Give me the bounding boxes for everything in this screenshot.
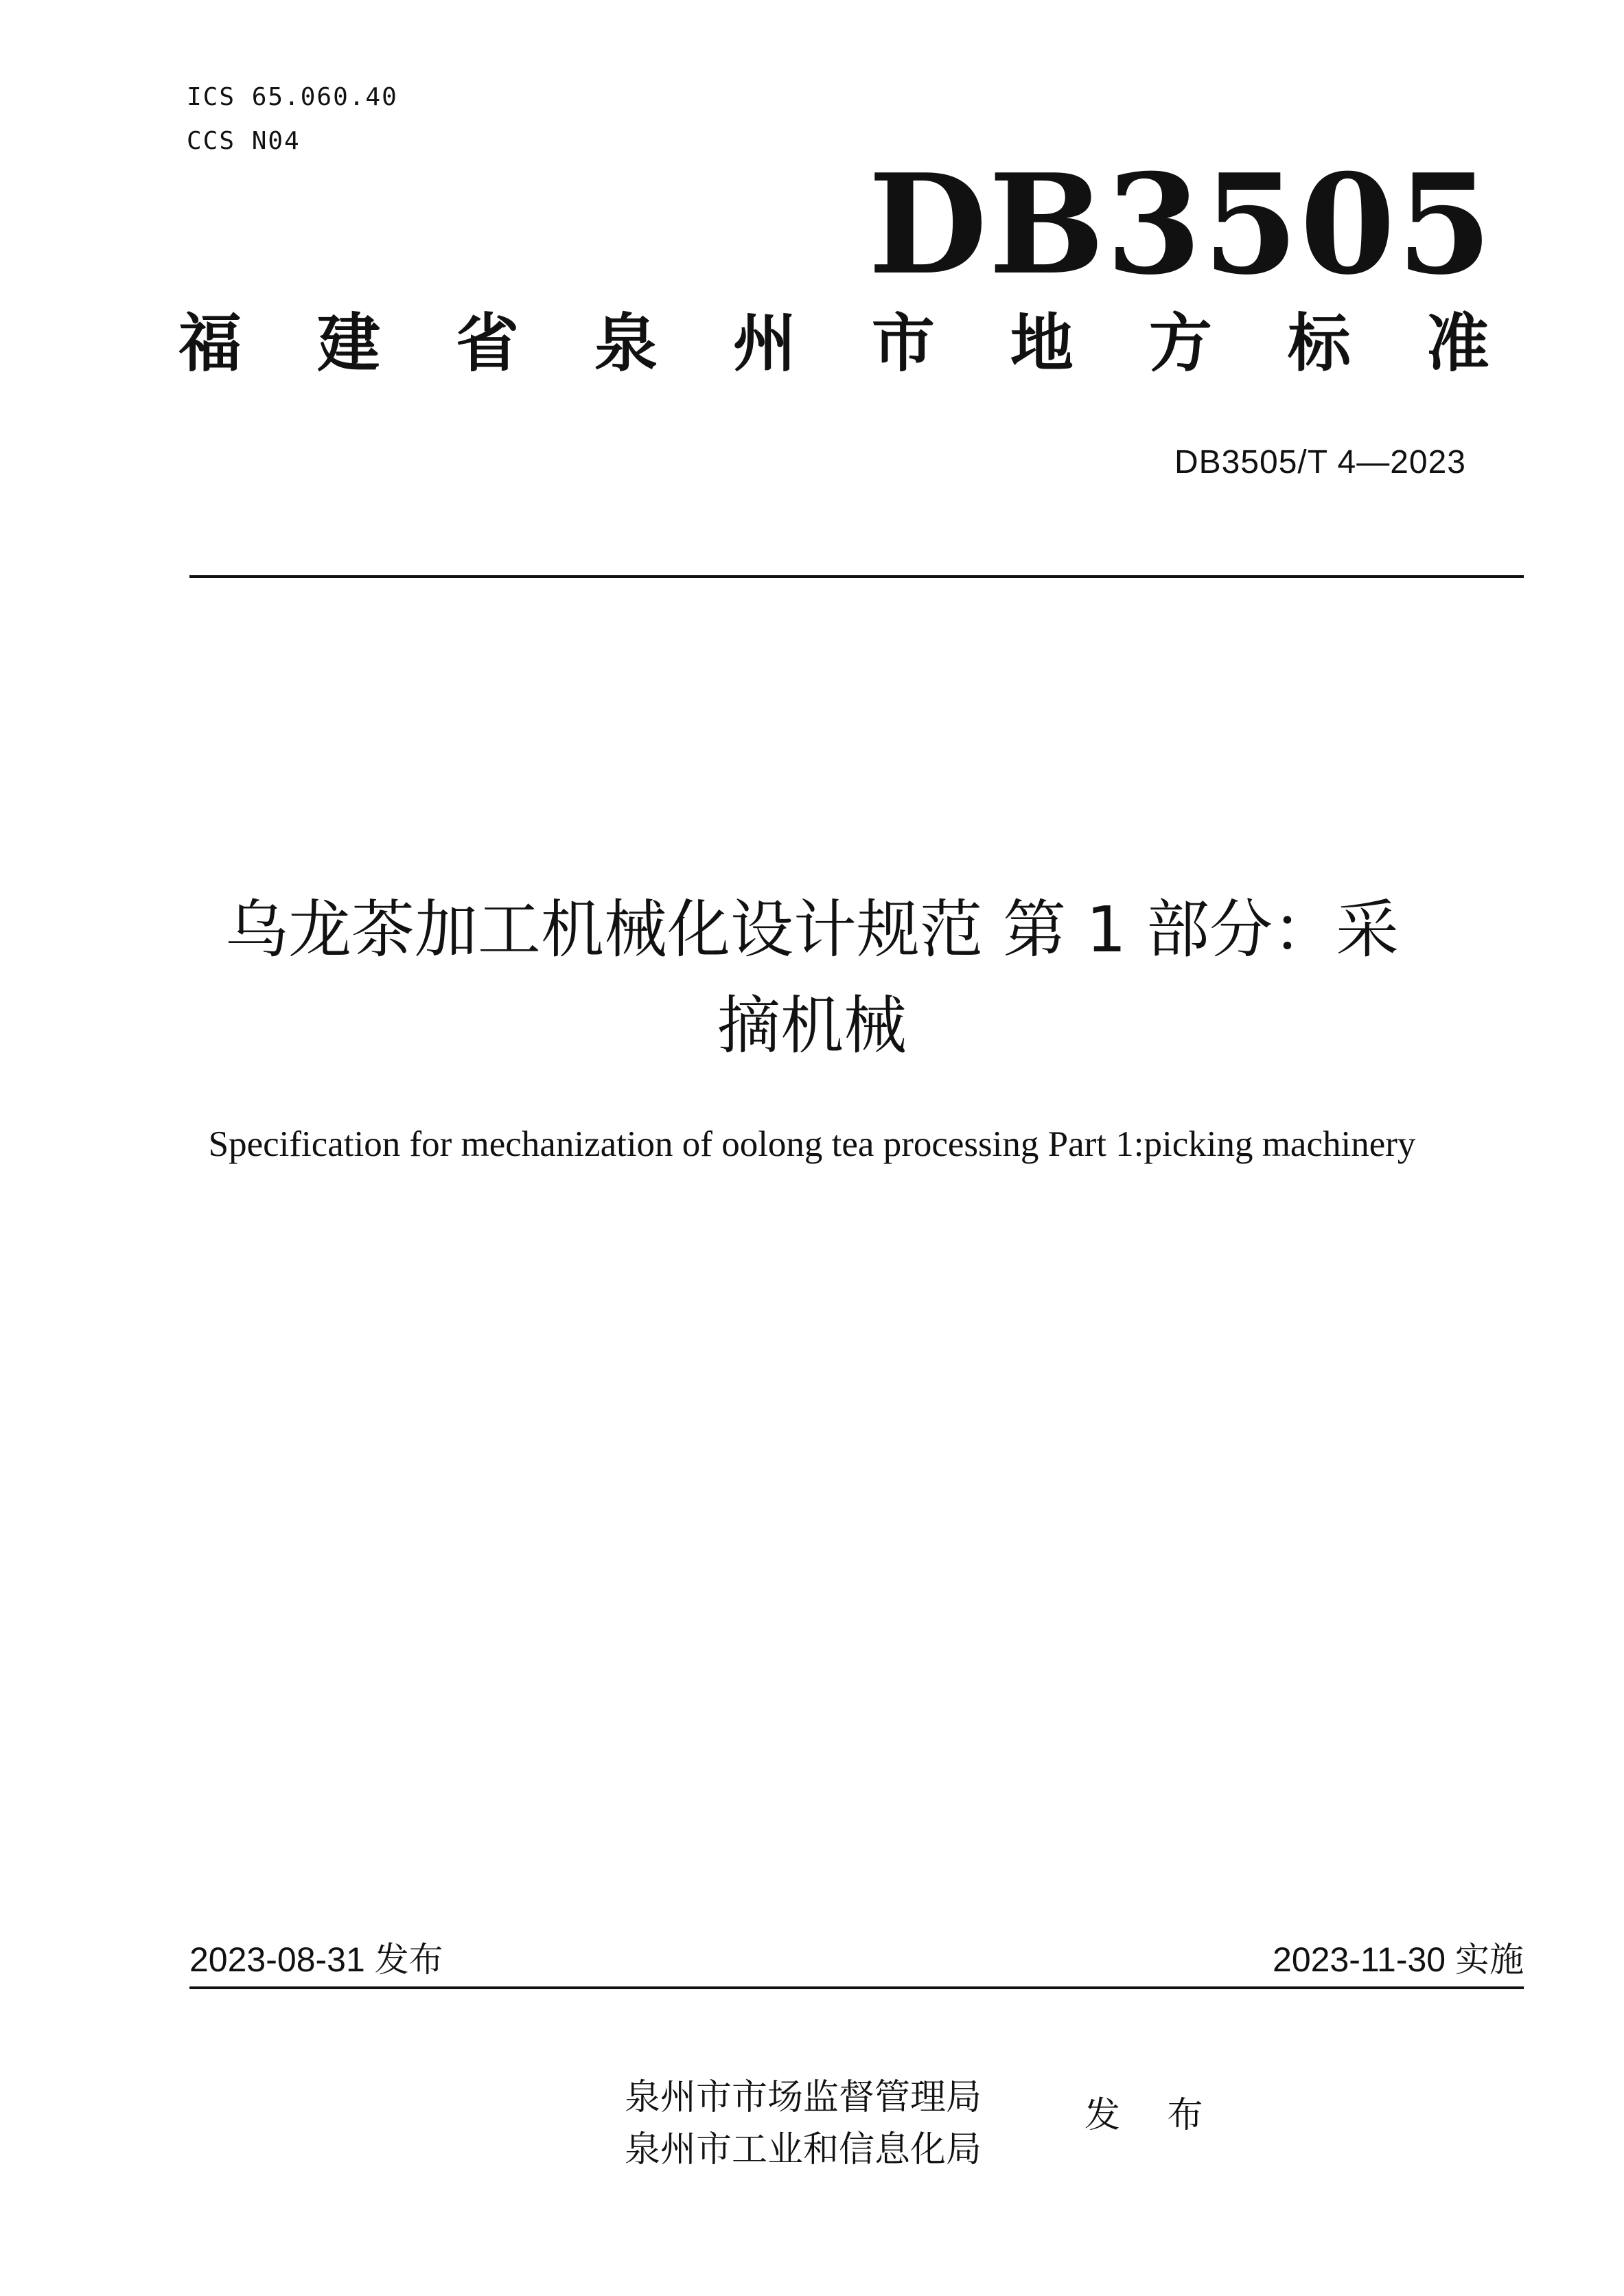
standard-type-char: 福: [178, 307, 242, 380]
chinese-title-line-1: 乌龙茶加工机械化设计规范 第 1 部分：采: [224, 893, 1400, 966]
standard-logo: DB3505: [868, 144, 1494, 305]
issuer-industry-information: 泉州市工业和信息化局: [625, 2129, 982, 2170]
standard-type-heading: [178, 307, 1489, 380]
ics-code: ICS 65.060.40: [187, 83, 398, 111]
issue-date: 2023-08-31 发布: [189, 1940, 443, 1979]
chinese-title: [137, 882, 1487, 1074]
chinese-title-line-2: 摘机械: [717, 989, 907, 1063]
english-title: Specification for mechanization of oolong tea processing Part 1:picking machinery: [208, 1124, 1416, 1164]
issuing-organizations: [625, 2072, 982, 2176]
standard-type-char: 方: [1148, 307, 1212, 380]
standard-type-char: 省: [455, 307, 519, 380]
ccs-code: CCS N04: [187, 127, 301, 155]
release-label: 发 布: [1084, 2095, 1221, 2136]
standard-type-char: 州: [732, 307, 796, 380]
standard-type-char: 泉: [594, 307, 658, 380]
standard-type-char: 地: [1010, 307, 1074, 380]
standard-type-char: 建: [316, 307, 380, 380]
implementation-date: 2023-11-30 实施: [1273, 1940, 1524, 1979]
footer-divider: [189, 1986, 1524, 1989]
standard-type-char: 市: [871, 307, 935, 380]
standard-type-char: 标: [1287, 307, 1351, 380]
standard-type-char: 准: [1426, 307, 1489, 380]
document-number: DB3505/T 4—2023: [1174, 444, 1466, 480]
header-divider: [189, 575, 1524, 578]
issuer-market-supervision: 泉州市市场监督管理局: [625, 2077, 982, 2118]
